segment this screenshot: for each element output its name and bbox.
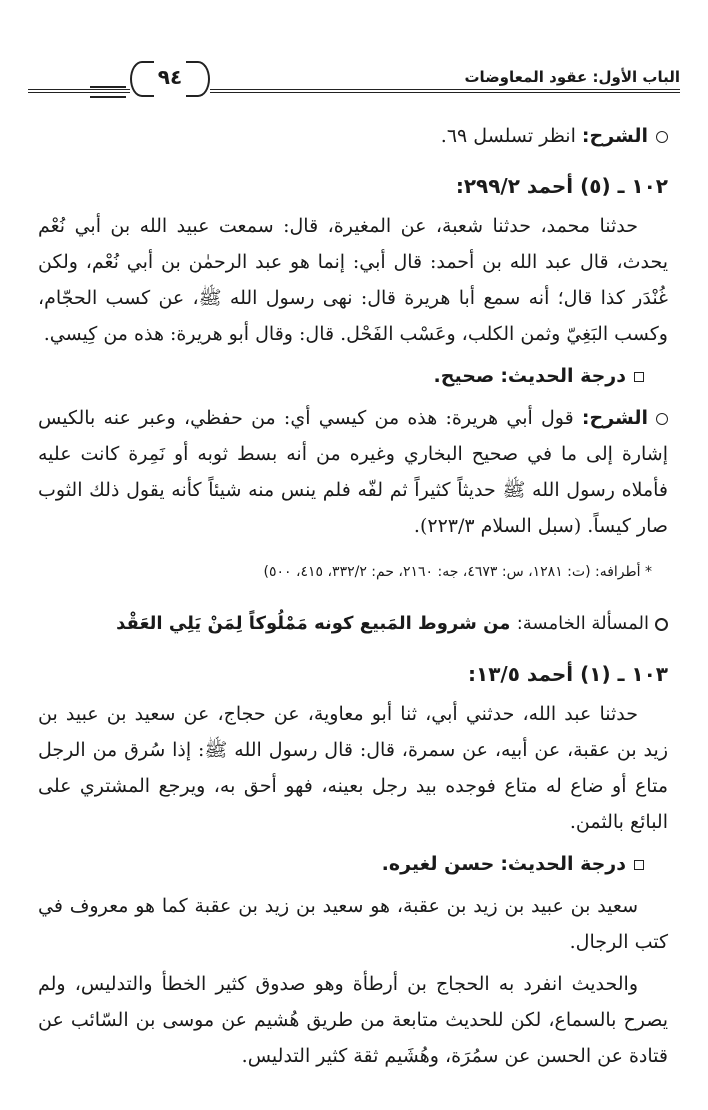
header-ornament-bars [90,86,126,98]
page-number: ٩٤ [157,65,183,89]
circle-bullet-icon [656,131,668,143]
running-title: الباب الأول: عقود المعاوضات [464,68,680,86]
square-bullet-icon [634,372,644,382]
ornament-right-icon [186,61,210,97]
commentary-text: قول أبي هريرة: هذه من كيسي أي: من حفظي، وعبر عنه بالكيس إشارة إلى ما في صحيح البخاري وغيره من أنه بسط ثوبه أو نَمِرة كانت عليه فأملاه رسول الله ﷺ حديثاً كثيراً ثم لفّه فلم ينس منه شيئاً كأنه يقول ذلك الثوب صار كيساً. (سبل السلام ٢٢٣/٣). [38,407,668,537]
square-bullet-icon [634,860,644,870]
page-number-badge [130,58,210,96]
filled-circle-bullet-icon [655,618,668,631]
page-header [28,56,680,102]
hadith-103-note-1: سعيد بن عبيد بن زيد بن عقبة، هو سعيد بن زيد بن عقبة كما هو معروف في كتب الرجال. [38,895,668,953]
hadith-103-heading: ١٠٣ ـ (١) أحمد ١٣/٥: [468,662,668,686]
issue-heading [38,606,668,642]
grade-label: درجة الحديث: [500,365,626,387]
hadith-103-grade [38,846,668,882]
issue-label: المسألة الخامسة: [516,613,649,634]
circle-bullet-icon [656,413,668,425]
hadith-102-heading: ١٠٢ ـ (٥) أحمد ٢٩٩/٢: [455,174,668,198]
hadith-103-text: حدثنا عبد الله، حدثني أبي، ثنا أبو معاوية، عن حجاج، عن سعيد بن عبيد بن زيد بن عقبة، عن أبيه، عن سمرة، قال: قال رسول الله ﷺ: إذا سُرق من الرجل متاع أو ضاع له متاع فوجده بيد رجل بعينه، فهو أحق به، ويرجع المشتري على البائع بالثمن. [38,703,668,833]
grade-value: صحيح. [433,365,495,387]
sharh-label: الشرح: [581,407,648,429]
grade-label: درجة الحديث: [500,853,626,875]
issue-title: من شروط المَبيع كونه مَمْلُوكاً لِمَنْ يَلِي العَقْد [116,613,511,634]
hadith-102-grade [38,358,668,394]
hadith-102-text: حدثنا محمد، حدثنا شعبة، عن المغيرة، قال: سمعت عبيد الله بن أبي نُعْم يحدث، قال عبد الله بن أحمد: قال أبي: إنما هو عبد الرحمٰن بن أبي نُعْم، ولكن غُنْدَر كذا قال؛ أنه سمع أبا هريرة قال: نهى رسول الله ﷺ، عن كسب الحجّام، وكسب البَغِيّ وثمن الكلب، وعَسْب الفَحْل. قال: وقال أبو هريرة: هذه من كِيسي. [38,215,668,345]
hadith-102-commentary [38,400,668,544]
ornament-left-icon [130,61,154,97]
hadith-103-note-2: والحديث انفرد به الحجاج بن أرطأة وهو صدوق كثير الخطأ والتدليس، ولم يصرح بالسماع، لكن للحديث متابعة من طريق هُشيم عن موسى بن السّائب عن قتادة عن الحسن عن سمُرَة، وهُشَيم ثقة كثير التدليس. [38,973,668,1067]
hadith-102-references: * أطرافه: (ت: ١٢٨١، س: ٤٦٧٣، جه: ٢١٦٠، حم: ٣٣٢/٢، ٤١٥، ٥٠٠) [263,564,652,580]
note-text: انظر تسلسل ٦٩. [440,125,576,147]
page-body [38,118,668,1074]
sharh-label: الشرح: [581,125,648,147]
grade-value: حسن لغيره. [381,853,495,875]
note-reference [38,118,668,154]
